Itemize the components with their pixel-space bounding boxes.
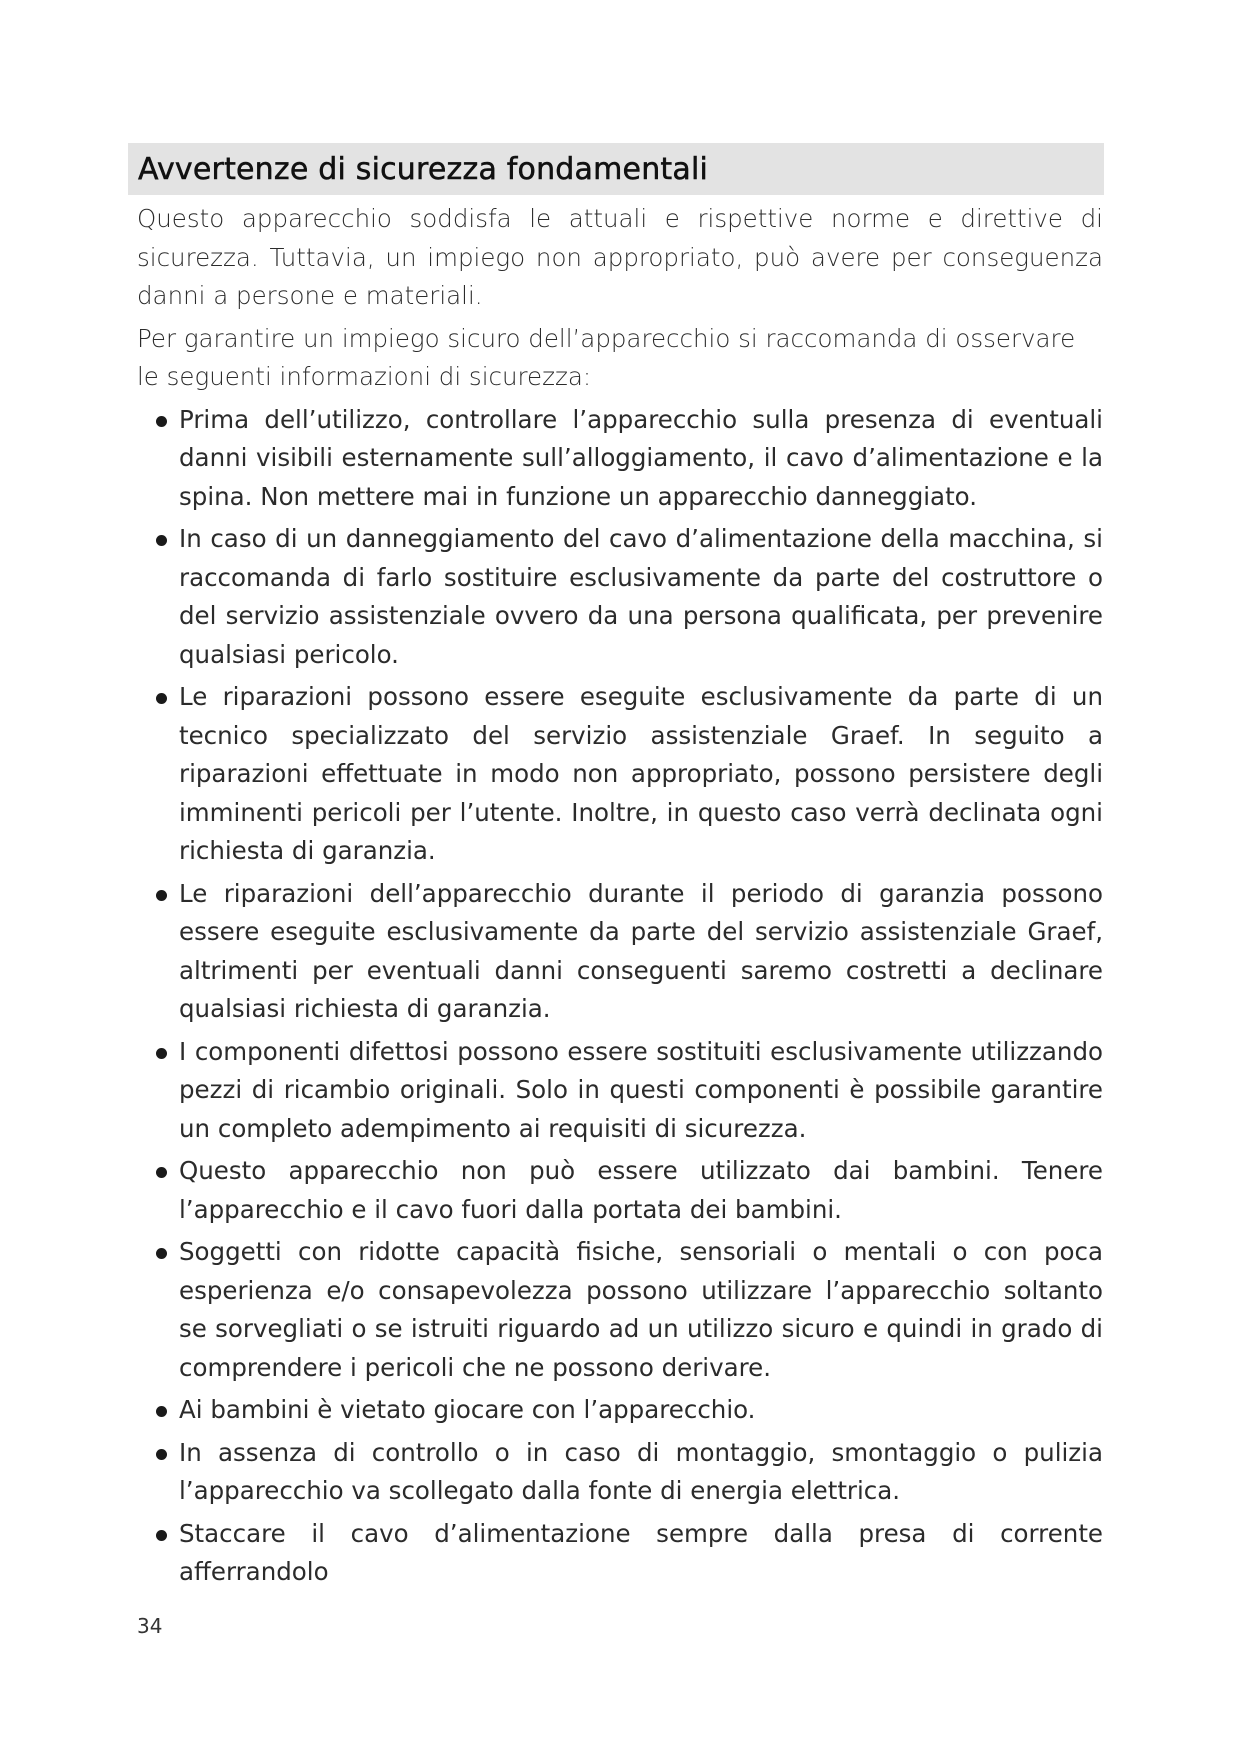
list-item-text: Soggetti con ridotte capacità fisiche, sensoriali o mentali o con poca esperienza e/o consapevolezza possono utilizzare l’apparecchio soltanto se sorvegliati o se istruiti riguardo ad un utilizzo sicuro e quindi in grado di comprendere i pericoli che ne possono derivare. [179, 1237, 1103, 1382]
bullet-icon [156, 890, 167, 901]
safety-instructions-list [137, 401, 1103, 1592]
list-item-text: I componenti difettosi possono essere sostituiti esclusivamente utilizzando pezzi di ricambio originali. Solo in questi componenti è possibile garantire un completo adempimento ai requisiti di sicurezza. [179, 1036, 1103, 1143]
list-item [137, 678, 1103, 871]
list-item [137, 401, 1103, 517]
list-item [137, 1152, 1103, 1229]
list-item [137, 1233, 1103, 1387]
bullet-icon [156, 416, 167, 427]
list-item-text: Prima dell’utilizzo, controllare l’apparecchio sulla presenza di eventuali danni visibili esternamente sull’alloggiamento, il cavo d’alimentazione e la spina. Non mettere mai in funzione un apparecchio danneggiato. [179, 404, 1103, 511]
list-item [137, 1391, 1103, 1430]
list-item [137, 1434, 1103, 1511]
list-item-text: Questo apparecchio non può essere utilizzato dai bambini. Tenere l’apparecchio e il cavo fuori dalla portata dei bambini. [179, 1156, 1103, 1224]
section-heading-bar [128, 143, 1104, 195]
bullet-icon [156, 1167, 167, 1178]
bullet-icon [156, 1406, 167, 1417]
intro-paragraph-2: Per garantire un impiego sicuro dell’apparecchio si raccomanda di osservare le seguenti informazioni di sicurezza: [137, 323, 1076, 391]
bullet-icon [156, 535, 167, 546]
list-item [137, 875, 1103, 1029]
list-item-text: Staccare il cavo d’alimentazione sempre dalla presa di corrente afferrandolo [179, 1518, 1103, 1586]
list-item-text: Le riparazioni dell’apparecchio durante il periodo di garanzia possono essere eseguite esclusivamente da parte del servizio assistenziale Graef, altrimenti per eventuali danni conseguenti saremo costretti a declinare qualsiasi richiesta di garanzia. [179, 878, 1103, 1023]
list-item-text: In caso di un danneggiamento del cavo d’alimentazione della macchina, si raccomanda di farlo sostituire esclusivamente da parte del costruttore o del servizio assistenziale ovvero da una persona qualificata, per prevenire qualsiasi pericolo. [179, 524, 1103, 669]
list-item [137, 1033, 1103, 1149]
bullet-icon [156, 1248, 167, 1259]
list-item-text: In assenza di controllo o in caso di montaggio, smontaggio o pulizia l’apparecchio va scollegato dalla fonte di energia elettrica. [179, 1437, 1103, 1505]
intro-paragraph-1: Questo apparecchio soddisfa le attuali e rispettive norme e direttive di sicurezza. Tuttavia, un impiego non appropriato, può avere per conseguenza danni a persone e materiali. [137, 204, 1103, 310]
bullet-icon [156, 1048, 167, 1059]
content-body [137, 200, 1103, 1596]
list-item [137, 1515, 1103, 1592]
bullet-icon [156, 1449, 167, 1460]
page-number: 34 [137, 1614, 163, 1638]
bullet-icon [156, 1530, 167, 1541]
list-item-text: Le riparazioni possono essere eseguite esclusivamente da parte di un tecnico specializzato del servizio assistenziale Graef. In seguito a riparazioni effettuate in modo non appropriato, possono persistere degli imminenti pericoli per l’utente. Inoltre, in questo caso verrà declinata ogni richiesta di garanzia. [179, 682, 1103, 865]
list-item [137, 520, 1103, 674]
section-title: Avvertenze di sicurezza fondamentali [138, 151, 709, 187]
list-item-text: Ai bambini è vietato giocare con l’apparecchio. [179, 1395, 756, 1424]
bullet-icon [156, 693, 167, 704]
